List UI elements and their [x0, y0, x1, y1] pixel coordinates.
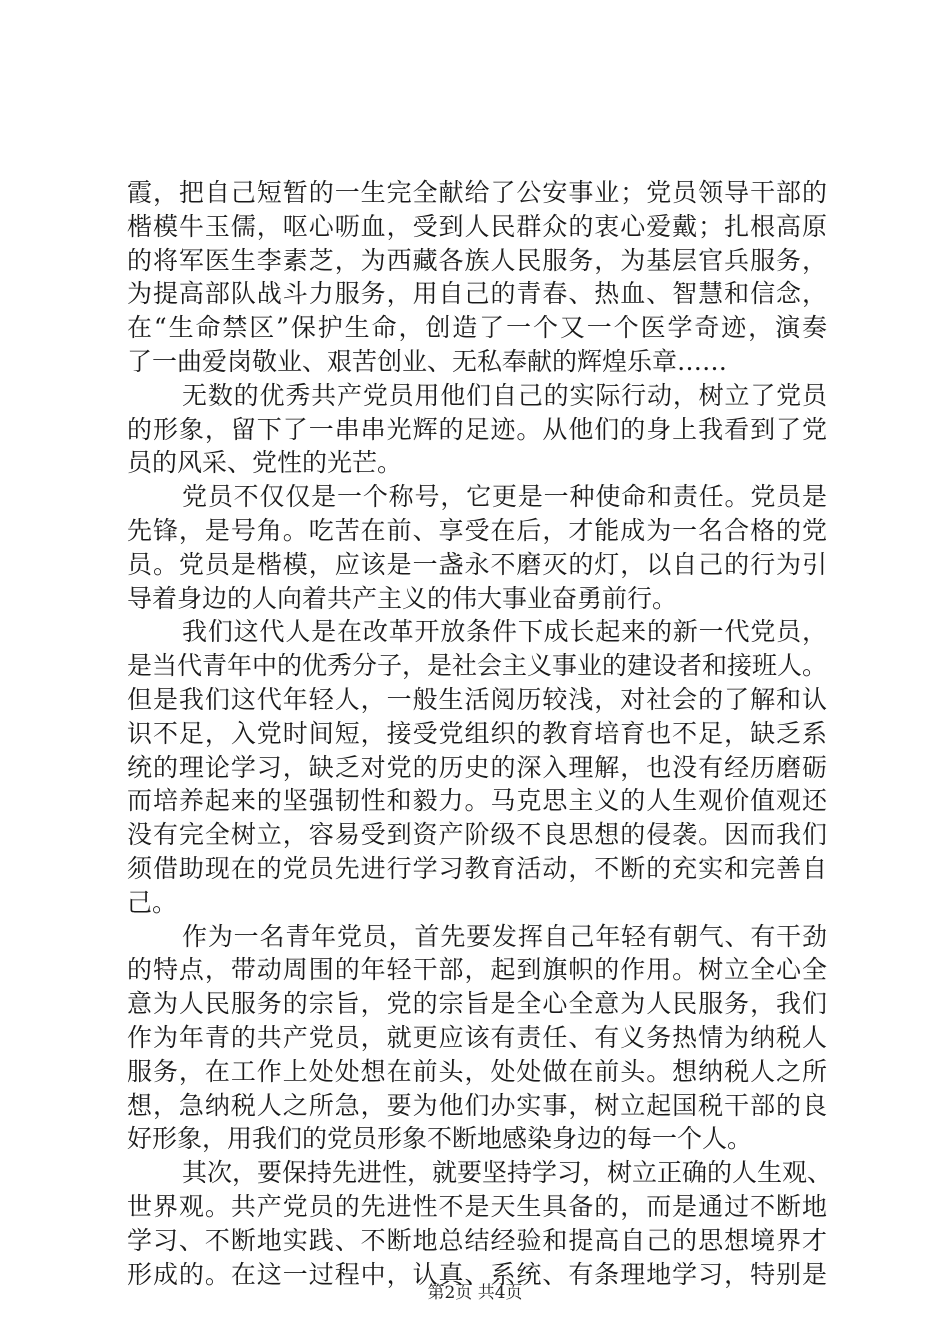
text-line: 作为年青的共产党员，就更应该有责任、有义务热情为纳税人: [127, 1022, 827, 1052]
text-line: 须借助现在的党员先进行学习教育活动，不断的充实和完善自: [127, 853, 827, 883]
text-line: 世界观。共产党员的先进性不是天生具备的，而是通过不断地: [127, 1191, 827, 1221]
text-line: 员的风采、党性的光芒。: [127, 448, 403, 478]
text-line: 学习、不断地实践、不断地总结经验和提高自己的思想境界才: [127, 1225, 827, 1255]
text-line: 想，急纳税人之所急，要为他们办实事，树立起国税干部的良: [127, 1090, 827, 1120]
text-line: 意为人民服务的宗旨，党的宗旨是全心全意为人民服务，我们: [127, 989, 827, 1019]
text-line: 无数的优秀共产党员用他们自己的实际行动，树立了党员: [182, 380, 827, 410]
text-line: 了一曲爱岗敬业、艰苦创业、无私奉献的辉煌乐章……: [127, 346, 728, 376]
text-line: 是当代青年中的优秀分子，是社会主义事业的建设者和接班人。: [127, 651, 828, 681]
text-line: 在“生命禁区”保护生命，创造了一个又一个医学奇迹，演奏: [127, 313, 827, 343]
text-line: 的特点，带动周围的年轻干部，起到旗帜的作用。树立全心全: [127, 955, 827, 985]
text-line: 统的理论学习，缺乏对党的历史的深入理解，也没有经历磨砺: [127, 752, 827, 782]
text-line: 楷模牛玉儒，呕心呖血，受到人民群众的衷心爱戴；扎根高原: [127, 211, 827, 241]
text-line: 识不足，入党时间短，接受党组织的教育培育也不足，缺乏系: [127, 718, 827, 748]
text-line: 的将军医生李素芝，为西藏各族人民服务，为基层官兵服务，: [127, 245, 827, 275]
text-line: 己。: [127, 887, 178, 917]
text-line: 形成的。在这一过程中，认真、系统、有条理地学习，特别是: [127, 1259, 827, 1289]
text-line: 但是我们这代年轻人，一般生活阅历较浅，对社会的了解和认: [127, 684, 827, 714]
text-line: 而培养起来的坚强韧性和毅力。马克思主义的人生观价值观还: [127, 786, 827, 816]
text-line: 我们这代人是在改革开放条件下成长起来的新一代党员，: [182, 617, 827, 647]
text-line: 员。党员是楷模，应该是一盏永不磨灭的灯，以自己的行为引: [127, 549, 827, 579]
text-line: 霞，把自己短暂的一生完全献给了公安事业；党员领导干部的: [127, 178, 827, 207]
text-line: 没有完全树立，容易受到资产阶级不良思想的侵袭。因而我们: [127, 820, 827, 850]
text-line: 其次，要保持先进性，就要坚持学习，树立正确的人生观、: [182, 1158, 833, 1188]
text-line: 党员不仅仅是一个称号，它更是一种使命和责任。党员是: [182, 482, 827, 512]
text-line: 为提高部队战斗力服务，用自己的青春、热血、智慧和信念，: [127, 279, 827, 309]
text-line: 的形象，留下了一串串光辉的足迹。从他们的身上我看到了党: [127, 414, 827, 444]
page-footer: 第2页 共4页: [427, 1283, 523, 1303]
document-body: [127, 176, 833, 1291]
text-line: 好形象，用我们的党员形象不断地感染身边的每一个人。: [127, 1124, 753, 1154]
text-line: 作为一名青年党员，首先要发挥自己年轻有朝气、有干劲: [182, 921, 827, 951]
text-line: 导着身边的人向着共产主义的伟大事业奋勇前行。: [127, 583, 678, 613]
text-line: 服务，在工作上处处想在前头，处处做在前头。想纳税人之所: [127, 1056, 827, 1086]
text-line: 先锋，是号角。吃苦在前、享受在后，才能成为一名合格的党: [127, 515, 827, 545]
